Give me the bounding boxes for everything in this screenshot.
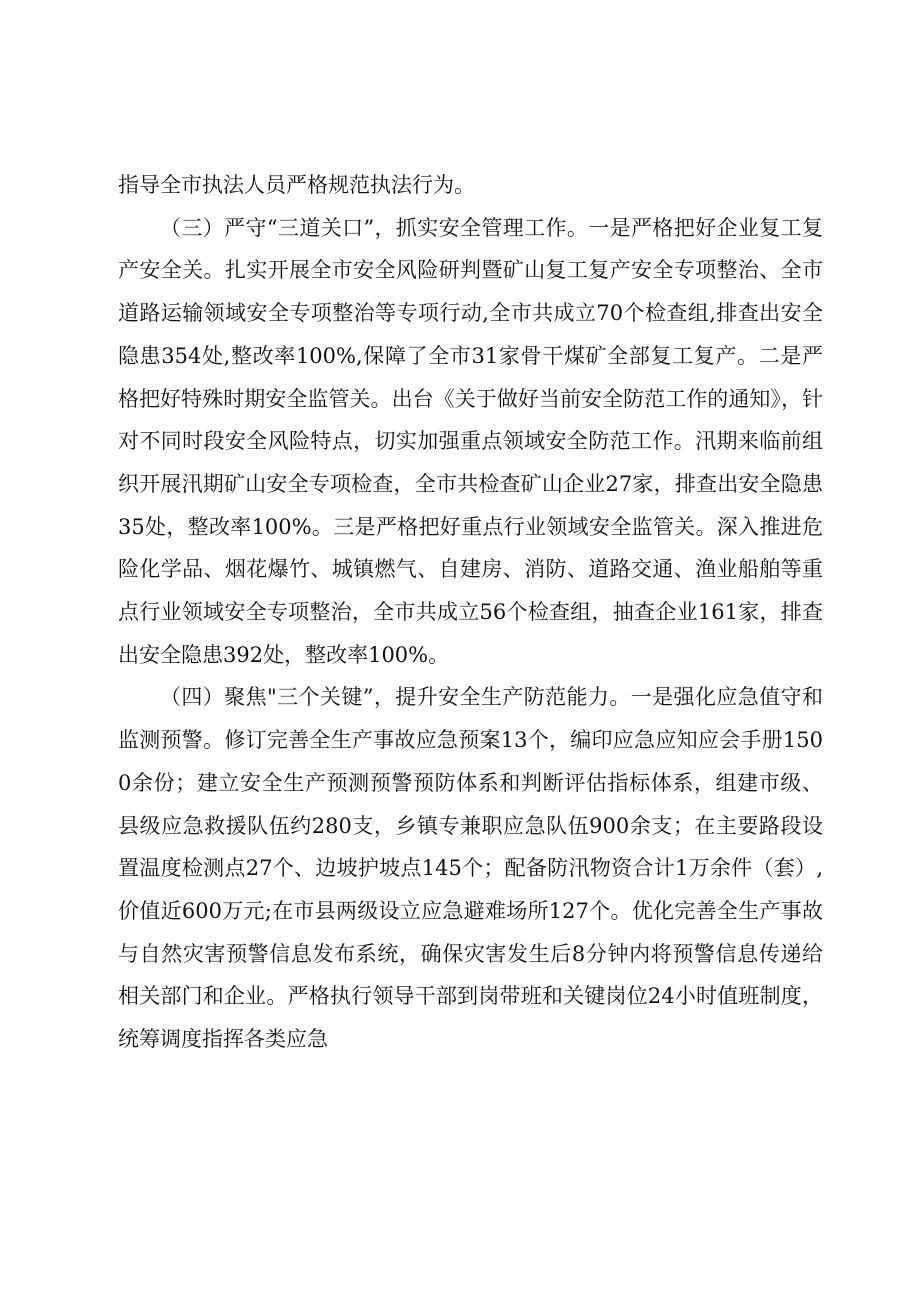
paragraph-section-four: （四）聚焦"三个关键”，提升安全生产防范能力。一是强化应急值守和监测预警。修订完善全生产事故应急预案13个，编印应急应知应会手册1500余份；建立安全生产预测预警预防体系和判断评估指标体系，组建市级、县级应急救援队伍约280支，乡镇专兼职应急队伍900余支；在主要路段设置温度检测点27个、边坡护坡点145个；配备防汛物资合计1万余件（套）,价值近600万元;在市县两级设立应急避难场所127个。优化完善全生产事故与自然灾害预警信息发布系统，确保灾害发生后8分钟内将预警信息传递给相关部门和企业。严格执行领导干部到岗带班和关键岗位24小时值班制度，统筹调度指挥各类应急 [118, 685, 823, 1052]
paragraph-continuation: 指导全市执法人员严格规范执法行为。 [118, 173, 475, 197]
document-body [118, 164, 823, 1061]
paragraph-section-three: （三）严守“三道关口”，抓实安全管理工作。一是严格把好企业复工复产安全关。扎实开展全市安全风险研判暨矿山复工复产安全专项整治、全市道路运输领域安全专项整治等专项行动,全市共成立70个检查组,排查出安全隐患354处,整改率100%,保障了全市31家骨干煤矿全部复工复产。二是严格把好特殊时期安全监管关。出台《关于做好当前安全防范工作的通知》，针对不同时段安全风险特点，切实加强重点领域安全防范工作。汛期来临前组织开展汛期矿山安全专项检查，全市共检查矿山企业27家，排查出安全隐患35处，整改率100%。三是严格把好重点行业领域安全监管关。深入推进危险化学品、烟花爆竹、城镇燃气、自建房、消防、道路交通、渔业船舶等重点行业领域安全专项整治，全市共成立56个检查组，抽查企业161家，排查出安全隐患392处，整改率100%。 [118, 215, 823, 667]
